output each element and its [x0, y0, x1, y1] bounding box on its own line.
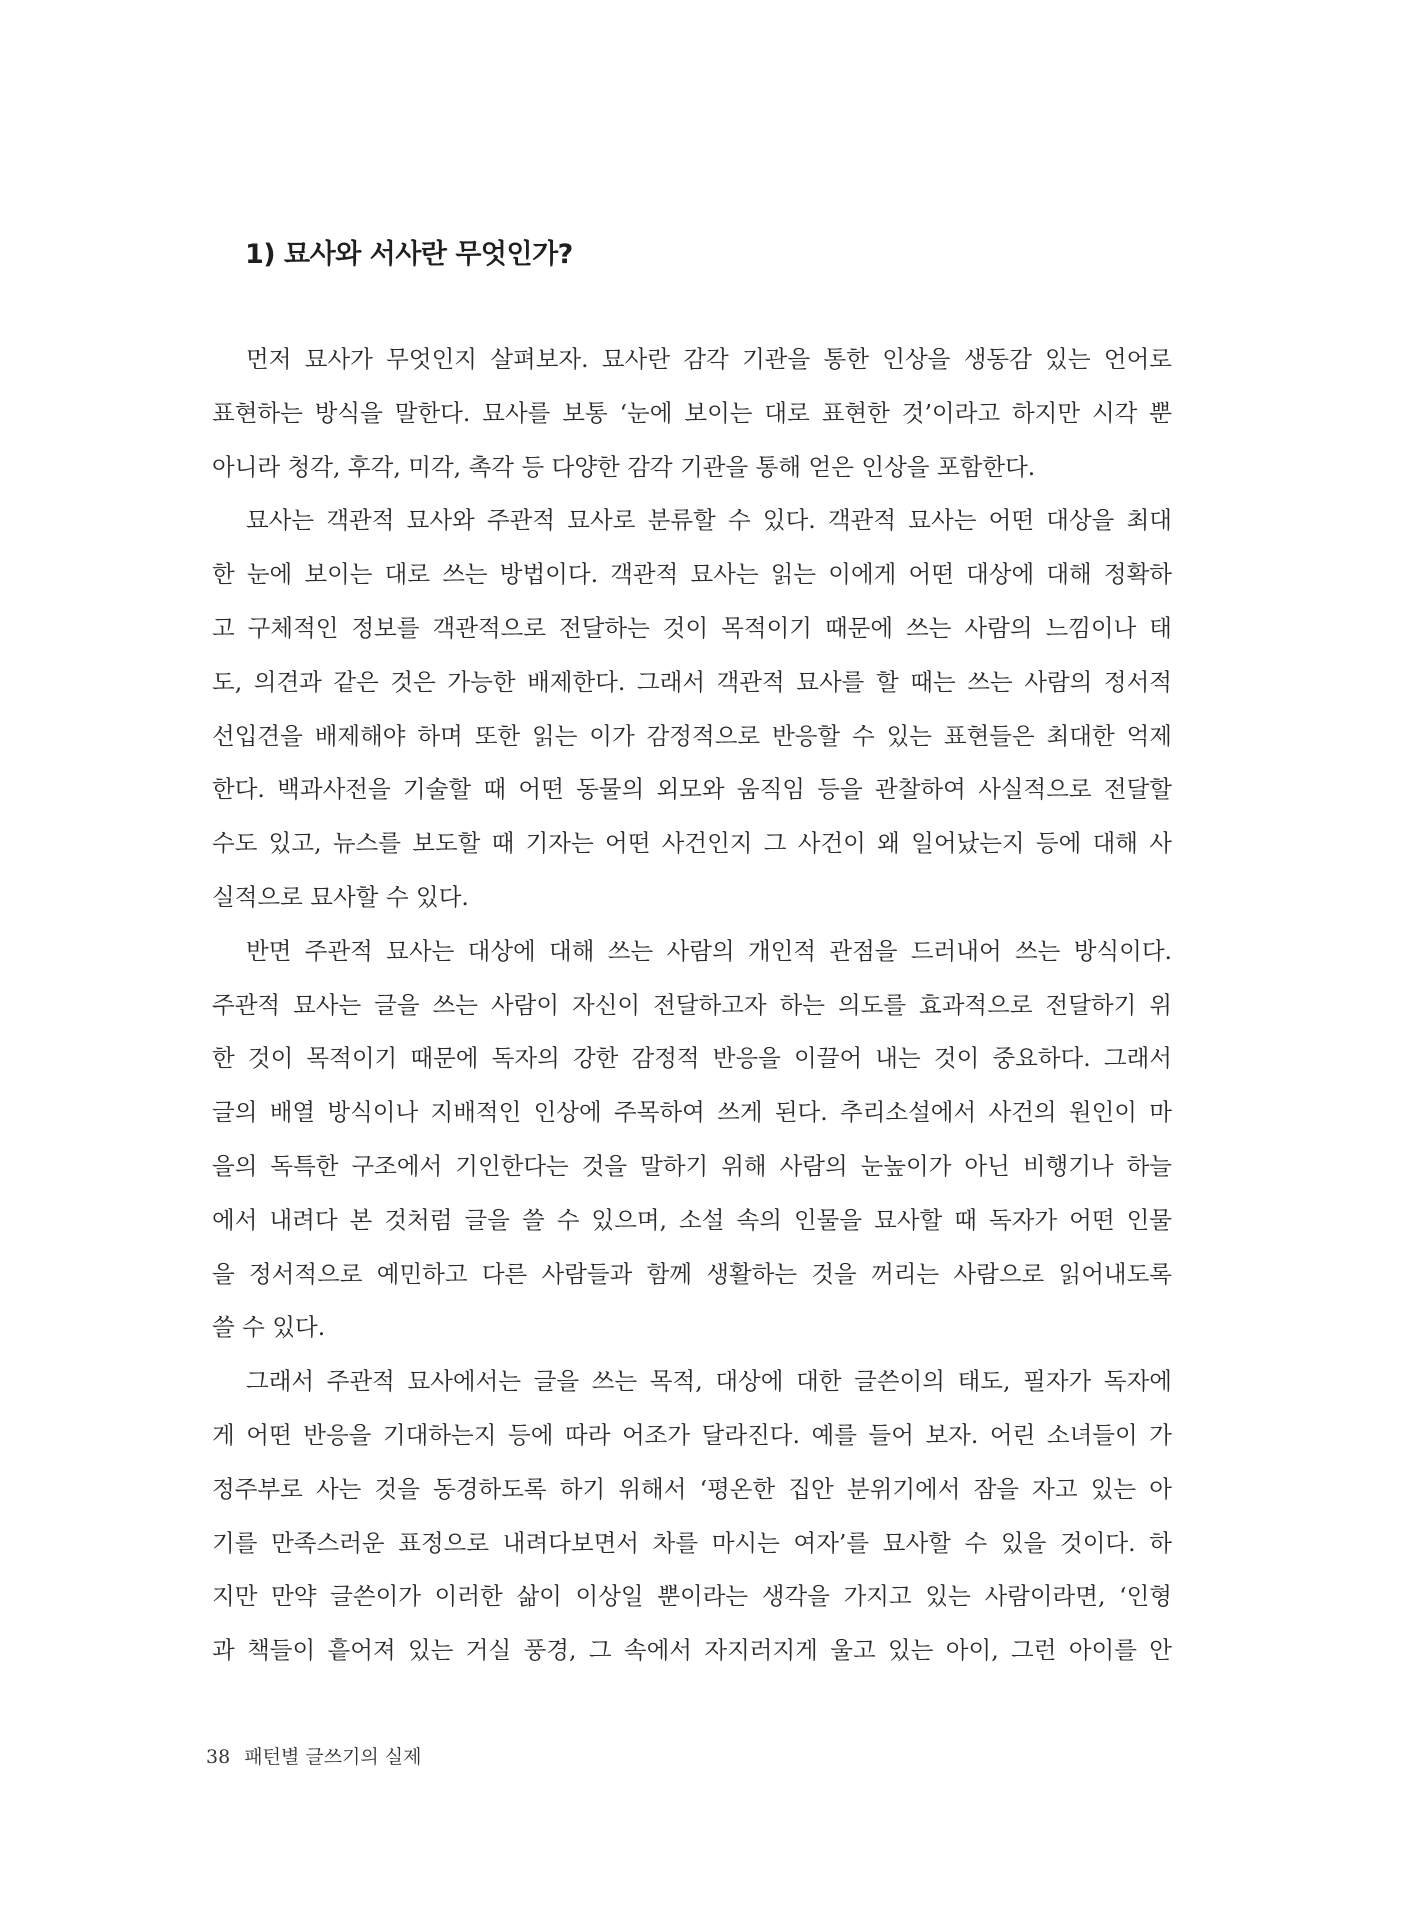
text-line: 아니라 청각, 후각, 미각, 촉각 등 다양한 감각 기관을 통해 얻은 인상을 포함한다. [212, 452, 1036, 481]
text-line: 을의 독특한 구조에서 기인한다는 것을 말하기 위해 사람의 눈높이가 아닌 비행기나 하늘 [212, 1151, 1172, 1180]
text-line: 주관적 묘사는 글을 쓰는 사람이 자신이 전달하고자 하는 의도를 효과적으로 전달하기 위 [212, 990, 1172, 1019]
text-line: 먼저 묘사가 무엇인지 살펴보자. 묘사란 감각 기관을 통한 인상을 생동감 있는 언어로 [246, 345, 1172, 373]
text-line: 을 정서적으로 예민하고 다른 사람들과 함께 생활하는 것을 꺼리는 사람으로 읽어내도록 [212, 1259, 1172, 1288]
text-line: 지만 만약 글쓴이가 이러한 삶이 이상일 뿐이라는 생각을 가지고 있는 사람이라면, ‘인형 [212, 1582, 1172, 1611]
section-title: 1) 묘사와 서사란 무엇인가? [245, 239, 573, 270]
text-line: 선입견을 배제해야 하며 또한 읽는 이가 감정적으로 반응할 수 있는 표현들은 최대한 억제 [212, 721, 1172, 750]
text-line: 표현하는 방식을 말한다. 묘사를 보통 ‘눈에 보이는 대로 표현한 것’이라고 하지만 시각 뿐 [212, 398, 1172, 427]
text-line: 그래서 주관적 묘사에서는 글을 쓰는 목적, 대상에 대한 글쓴이의 태도, 필자가 독자에 [246, 1367, 1172, 1396]
text-line: 묘사는 객관적 묘사와 주관적 묘사로 분류할 수 있다. 객관적 묘사는 어떤 대상을 최대 [246, 506, 1172, 535]
page-number: 38 [206, 1746, 231, 1768]
text-line: 한 눈에 보이는 대로 쓰는 방법이다. 객관적 묘사는 읽는 이에게 어떤 대상에 대해 정확하 [212, 560, 1172, 589]
text-line: 도, 의견과 같은 것은 가능한 배제한다. 그래서 객관적 묘사를 할 때는 쓰는 사람의 정서적 [212, 667, 1172, 696]
text-line: 반면 주관적 묘사는 대상에 대해 쓰는 사람의 개인적 관점을 드러내어 쓰는 방식이다. [246, 936, 1172, 965]
text-line: 기를 만족스러운 표정으로 내려다보면서 차를 마시는 여자’를 묘사할 수 있을 것이다. 하 [212, 1528, 1172, 1557]
text-line: 한 것이 목적이기 때문에 독자의 강한 감정적 반응을 이끌어 내는 것이 중요하다. 그래서 [212, 1044, 1172, 1073]
text-line: 에서 내려다 본 것처럼 글을 쓸 수 있으며, 소설 속의 인물을 묘사할 때 독자가 어떤 인물 [212, 1205, 1172, 1234]
text-line: 과 책들이 흩어져 있는 거실 풍경, 그 속에서 자지러지게 울고 있는 아이, 그런 아이를 안 [212, 1636, 1172, 1665]
text-line: 실적으로 묘사할 수 있다. [212, 882, 469, 911]
body-text [212, 333, 1172, 1678]
text-line: 고 구체적인 정보를 객관적으로 전달하는 것이 목적이기 때문에 쓰는 사람의 느낌이나 태 [212, 613, 1172, 642]
text-line: 수도 있고, 뉴스를 보도할 때 기자는 어떤 사건인지 그 사건이 왜 일어났는지 등에 대해 사 [212, 829, 1172, 858]
text-line: 게 어떤 반응을 기대하는지 등에 따라 어조가 달라진다. 예를 들어 보자. 어린 소녀들이 가 [212, 1420, 1172, 1449]
page-footer [206, 1742, 422, 1769]
text-line: 글의 배열 방식이나 지배적인 인상에 주목하여 쓰게 된다. 추리소설에서 사건의 원인이 마 [212, 1098, 1172, 1127]
running-title: 패턴별 글쓰기의 실제 [244, 1746, 422, 1768]
text-line: 쓸 수 있다. [212, 1313, 326, 1342]
text-line: 정주부로 사는 것을 동경하도록 하기 위해서 ‘평온한 집안 분위기에서 잠을 자고 있는 아 [212, 1474, 1172, 1503]
text-line: 한다. 백과사전을 기술할 때 어떤 동물의 외모와 움직임 등을 관찰하여 사실적으로 전달할 [212, 775, 1172, 804]
